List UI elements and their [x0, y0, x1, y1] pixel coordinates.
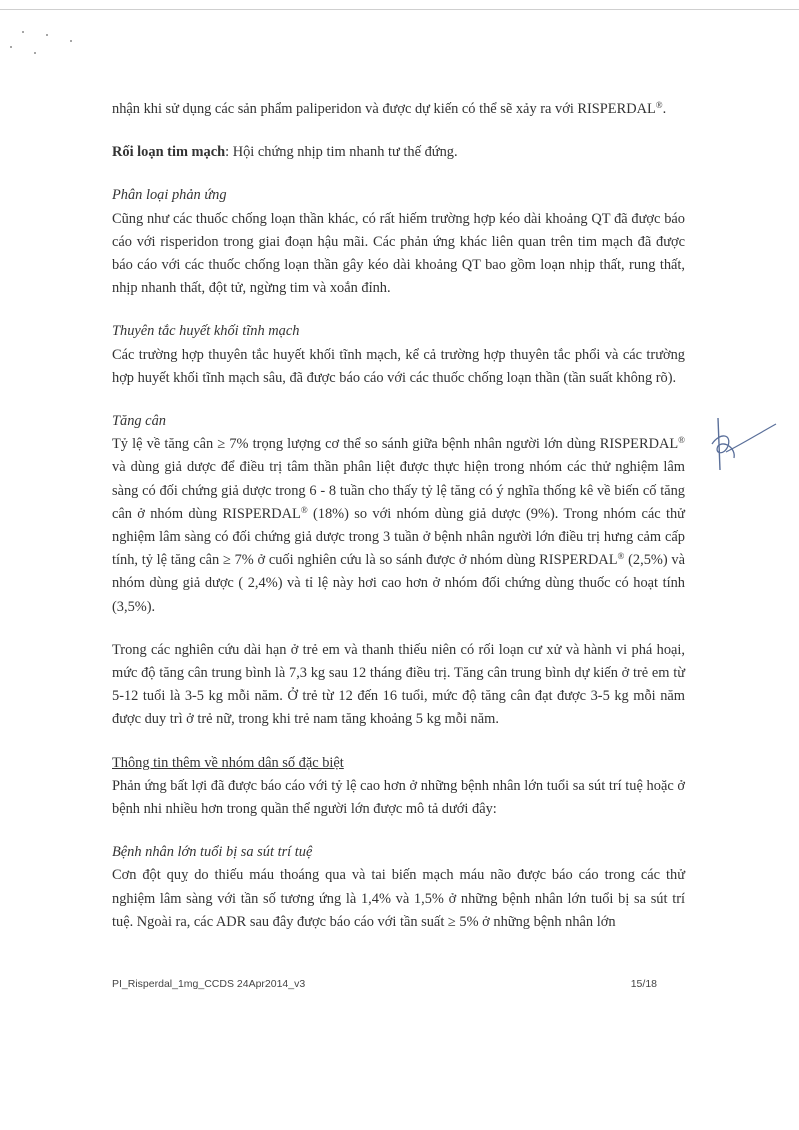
- weight-paragraph-1: Tỷ lệ về tăng cân ≥ 7% trọng lượng cơ thể so sánh giữa bệnh nhân người lớn dùng RISPERDAL® và dùng giả dược để điều trị tâm thần phân liệt được thực hiện trong nhóm các thử nghiệm lâm sàng có đối chứng giả dược trong 6 - 8 tuần cho thấy tỷ lệ tăng có ý nghĩa thống kê về biến cố tăng cân ở nhóm dùng RISPERDAL® (18%) so với nhóm dùng giả dược (9%). Trong nhóm các thử nghiệm lâm sàng có đối chứng giả dược trong 3 tuần ở bệnh nhân người lớn điều trị hưng cảm cấp tính, tỷ lệ tăng cân ≥ 7% ở cuối nghiên cứu là so sánh được ở nhóm dùng RISPERDAL® (2,5%) và nhóm dùng giả dược ( 2,4%) và tỉ lệ này hơi cao hơn ở nhóm đối chứng dùng thuốc có hoạt tính (3,5%).: [112, 435, 685, 615]
- special-heading: Thông tin thêm về nhóm dân số đặc biệt: [112, 754, 344, 771]
- cardio-paragraph: Rối loạn tim mạch: Hội chứng nhịp tim nhanh tư thế đứng.: [112, 144, 458, 161]
- cardio-label: Rối loạn tim mạch: [112, 144, 226, 161]
- weight-paragraph-2: Trong các nghiên cứu dài hạn ở trẻ em và thanh thiếu niên có rối loạn cư xử và hành vi phá hoại, mức độ tăng cân trung bình là 7,3 kg sau 12 tháng điều trị. Tăng cân trung bình dự kiến ở trẻ em từ 5-12 tuổi là 3-5 kg mỗi năm. Ở trẻ từ 12 đến 16 tuổi, mức độ tăng cân đạt được 3-5 kg mỗi năm được duy trì ở trẻ nữ, trong khi trẻ nam tăng khoảng 5 kg mỗi năm.: [112, 641, 685, 728]
- thrombo-heading: Thuyên tắc huyết khối tĩnh mạch: [112, 323, 300, 340]
- scan-top-edge: [0, 9, 799, 10]
- footer-filename: PI_Risperdal_1mg_CCDS 24Apr2014_v3: [112, 978, 306, 990]
- elderly-heading: Bệnh nhân lớn tuổi bị sa sút trí tuệ: [112, 844, 313, 861]
- reaction-heading: Phân loại phản ứng: [112, 187, 227, 204]
- thrombo-paragraph: Các trường hợp thuyên tắc huyết khối tĩnh mạch, kể cả trường hợp thuyên tắc phổi và các trường hợp huyết khối tĩnh mạch sâu, đã được báo cáo với các thuốc chống loạn thần (tần suất không rõ).: [112, 346, 685, 386]
- elderly-paragraph: Cơn đột quỵ do thiếu máu thoáng qua và tai biến mạch máu não được báo cáo trong các thử nghiệm lâm sàng với tần số tương ứng là 1,4% và 1,5% ở những bệnh nhân lớn tuổi bị sa sút trí tuệ. Ngoài ra, các ADR sau đây được báo cáo với tần suất ≥ 5% ở những bệnh nhân lớn: [112, 867, 685, 930]
- handwritten-initials-signature: [706, 410, 778, 478]
- reaction-paragraph: Cũng như các thuốc chống loạn thần khác, có rất hiếm trường hợp kéo dài khoảng QT đã được báo cáo với risperidon trong giai đoạn hậu mãi. Các phản ứng khác liên quan trên tim mạch đã được báo cáo với các thuốc chống loạn thần gây kéo dài khoảng QT bao gồm loạn nhịp thất, rung thất, nhịp nhanh thất, đột tử, ngừng tim và xoắn đỉnh.: [112, 210, 685, 297]
- document-body: [112, 98, 685, 934]
- intro-paragraph: nhận khi sử dụng các sản phẩm paliperidon và được dự kiến có thể sẽ xảy ra với RISPERDAL®.: [112, 100, 667, 117]
- page-number: 15/18: [630, 978, 657, 990]
- page-footer: [112, 978, 657, 990]
- weight-heading: Tăng cân: [112, 413, 166, 430]
- special-paragraph: Phản ứng bất lợi đã được báo cáo với tỷ lệ cao hơn ở những bệnh nhân lớn tuổi sa sút trí tuệ hoặc ở bệnh nhi nhiều hơn trong quần thể người lớn được mô tả dưới đây:: [112, 777, 685, 818]
